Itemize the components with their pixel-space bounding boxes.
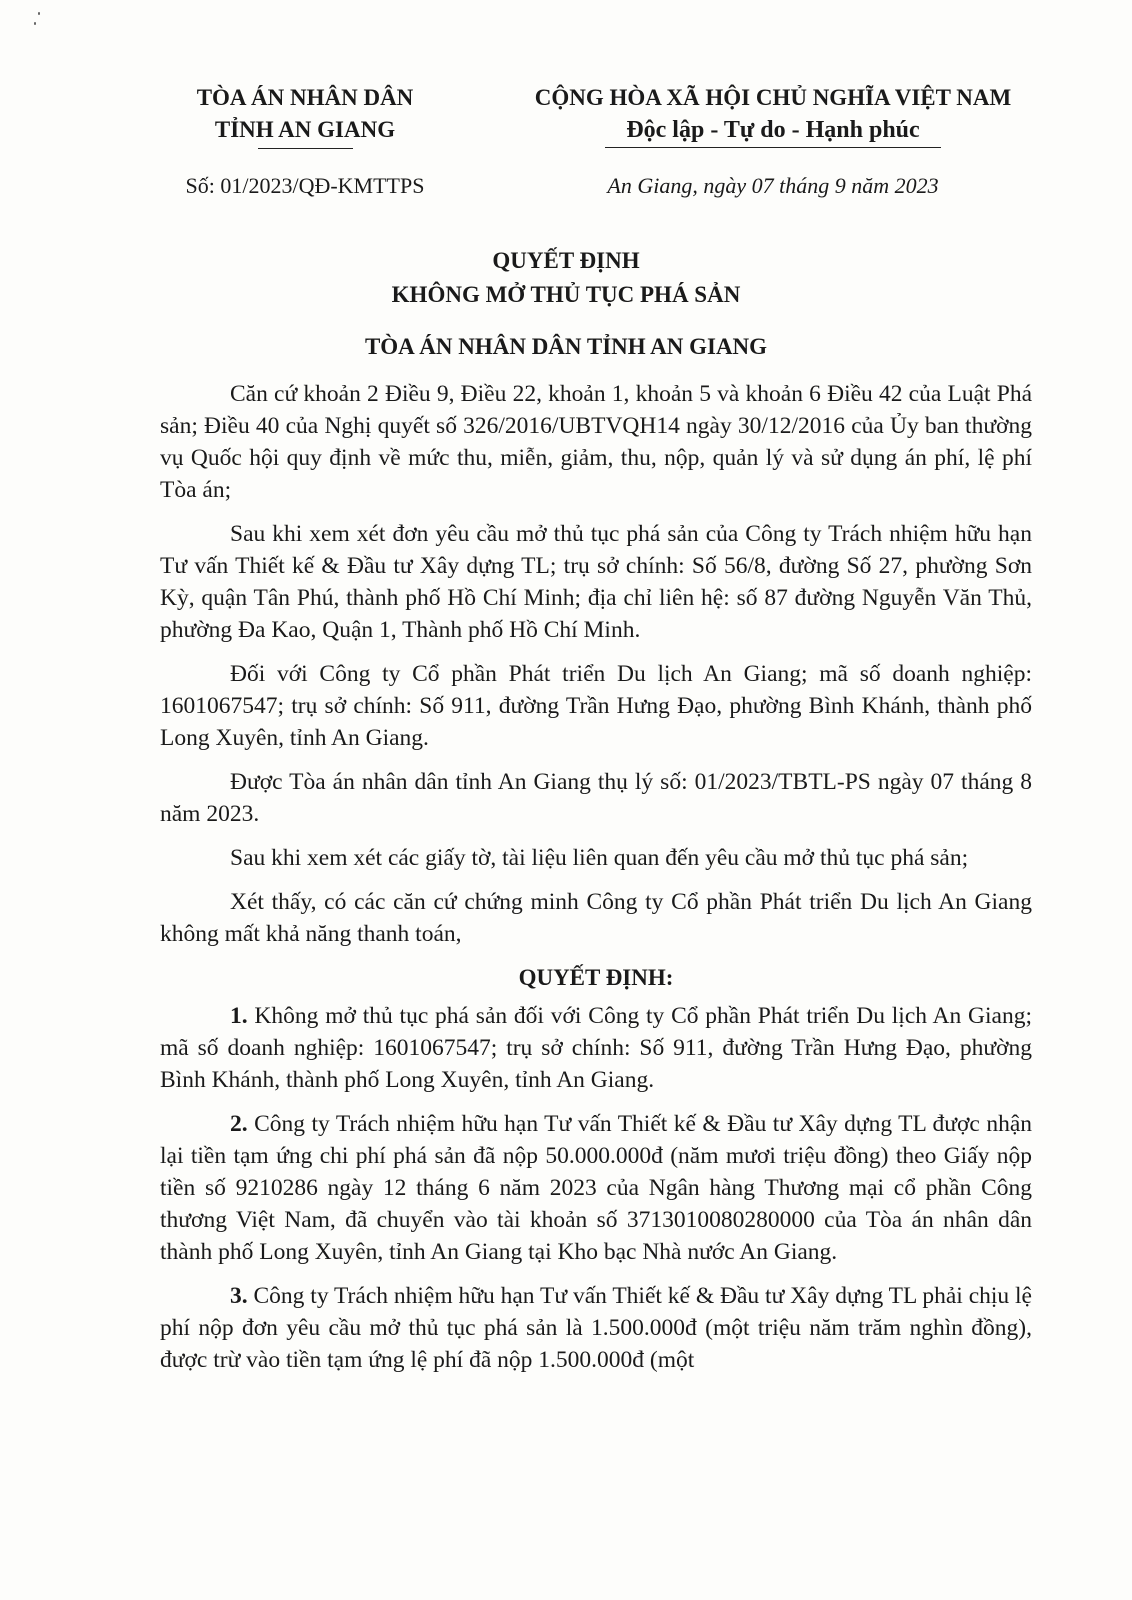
decision-heading: QUYẾT ĐỊNH: (518, 965, 674, 990)
scan-speck (38, 12, 40, 15)
document-title (140, 244, 992, 312)
document-date: An Giang, ngày 07 tháng 9 năm 2023 (607, 173, 939, 198)
court-header-divider (258, 148, 353, 149)
decision-item (160, 1280, 1032, 1376)
legal-basis-paragraph: Căn cứ khoản 2 Điều 9, Điều 22, khoản 1, khoản 5 và khoản 6 Điều 42 của Luật Phá sản; Điều 40 của Nghị quyết số 326/2016/UBTVQH14 ngày 30/12/2016 của Ủy ban thường vụ Quốc hội quy định về mức thu, miễn, giảm, thu, nộp, quản lý và sử dụng án phí, lệ phí Tòa án; (160, 381, 1032, 503)
finding-paragraph: Xét thấy, có các căn cứ chứng minh Công ty Cổ phần Phát triển Du lịch An Giang không mất khả năng thanh toán, (160, 889, 1032, 947)
decision-item-number: 1. (230, 1003, 248, 1029)
decision-item-number: 3. (230, 1283, 248, 1309)
national-motto: Độc lập - Tự do - Hạnh phúc (626, 117, 920, 143)
decision-item-text: Công ty Trách nhiệm hữu hạn Tư vấn Thiết kế & Đầu tư Xây dựng TL được nhận lại tiền tạm ứng chi phí phá sản đã nộp 50.000.000đ (năm mươi triệu đồng) theo Giấy nộp tiền số 9210286 ngày 12 tháng 6 năm 2023 của Ngân hàng Thương mại cổ phần Công thương Việt Nam, đã chuyển vào tài khoản số 3713010080280000 của Tòa án nhân dân thành phố Long Xuyên, tỉnh An Giang tại Kho bạc Nhà nước An Giang. (160, 1111, 1032, 1265)
document-body (160, 378, 1032, 1388)
title-line2: KHÔNG MỞ THỦ TỤC PHÁ SẢN (391, 282, 741, 307)
court-name-line2: TỈNH AN GIANG (214, 117, 396, 142)
title-line1: QUYẾT ĐỊNH (492, 248, 640, 273)
case-acceptance-paragraph: Được Tòa án nhân dân tỉnh An Giang thụ lý số: 01/2023/TBTL-PS ngày 07 tháng 8 năm 2023. (160, 769, 1032, 827)
decision-item-text: Công ty Trách nhiệm hữu hạn Tư vấn Thiết kế & Đầu tư Xây dựng TL phải chịu lệ phí nộp đơn yêu cầu mở thủ tục phá sản là 1.500.000đ (một triệu năm trăm nghìn đồng), được trừ vào tiền tạm ứng lệ phí đã nộp 1.500.000đ (một (160, 1283, 1032, 1373)
motto-underline (605, 147, 941, 148)
debtor-paragraph: Đối với Công ty Cổ phần Phát triển Du lịch An Giang; mã số doanh nghiệp: 1601067547; trụ sở chính: Số 911, đường Trần Hưng Đạo, phường Bình Khánh, thành phố Long Xuyên, tỉnh An Giang. (160, 661, 1032, 751)
decision-item-text: Không mở thủ tục phá sản đối với Công ty Cổ phần Phát triển Du lịch An Giang; mã số doanh nghiệp: 1601067547; trụ sở chính: Số 911, đường Trần Hưng Đạo, phường Bình Khánh, thành phố Long Xuyên, tỉnh An Giang. (160, 1003, 1032, 1093)
issuing-court-title: TÒA ÁN NHÂN DÂN TỈNH AN GIANG (364, 334, 768, 359)
petitioner-paragraph: Sau khi xem xét đơn yêu cầu mở thủ tục phá sản của Công ty Trách nhiệm hữu hạn Tư vấn Thiết kế & Đầu tư Xây dựng TL; trụ sở chính: Số 56/8, đường Số 27, phường Sơn Kỳ, quận Tân Phú, thành phố Hồ Chí Minh; địa chỉ liên hệ: số 87 đường Nguyễn Văn Thủ, phường Đa Kao, Quận 1, Thành phố Hồ Chí Minh. (160, 521, 1032, 643)
review-paragraph: Sau khi xem xét các giấy tờ, tài liệu liên quan đến yêu cầu mở thủ tục phá sản; (230, 845, 969, 871)
national-header (488, 82, 1058, 148)
court-name-line1: TÒA ÁN NHÂN DÂN (196, 85, 414, 110)
court-header (140, 82, 470, 149)
decision-item (160, 1108, 1032, 1268)
republic-name: CỘNG HÒA XÃ HỘI CHỦ NGHĨA VIỆT NAM (534, 85, 1012, 110)
document-number: Số: 01/2023/QĐ-KMTTPS (185, 173, 425, 198)
decision-item (160, 1000, 1032, 1096)
scan-speck (34, 22, 36, 25)
decision-item-number: 2. (230, 1111, 248, 1137)
